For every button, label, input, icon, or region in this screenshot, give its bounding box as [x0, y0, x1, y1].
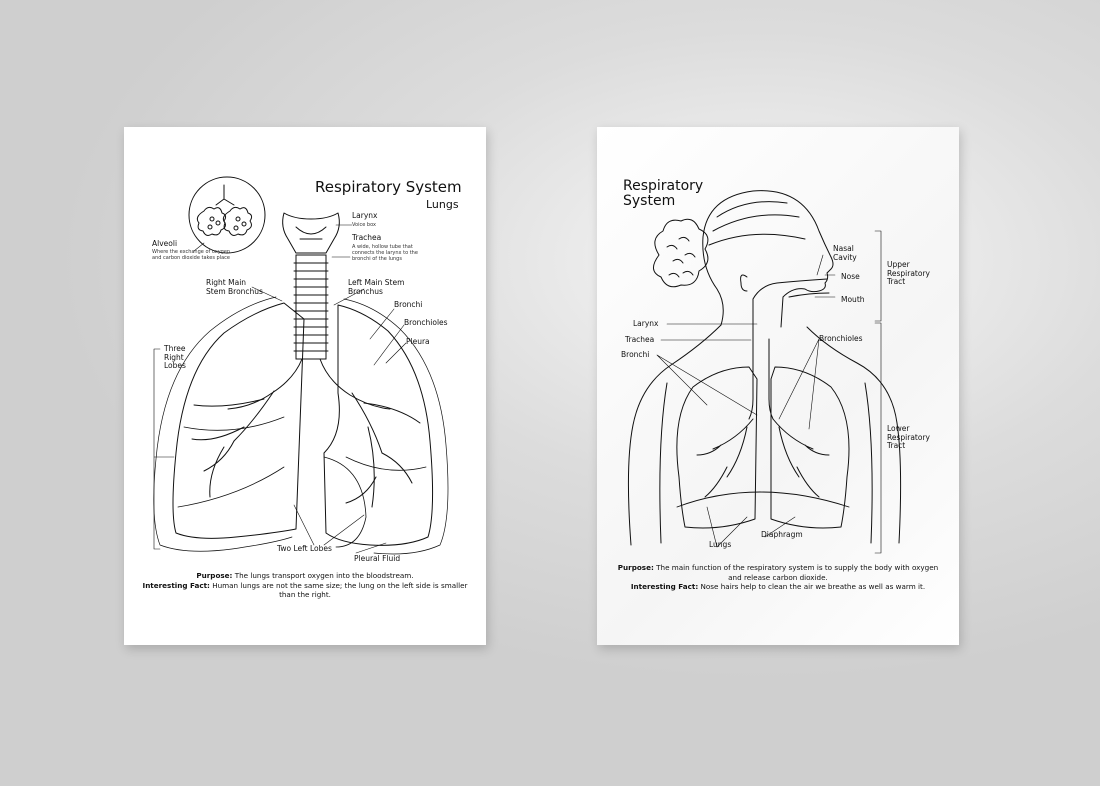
label-two-left-lobes: Two Left Lobes: [277, 544, 332, 553]
label-mouth: Mouth: [841, 295, 865, 304]
head-outline: [703, 191, 833, 327]
desc-larynx: Voice box: [352, 222, 376, 228]
label-alveoli: Alveoli: [152, 239, 178, 248]
desc-alveoli: Where the exchange of oxygen and carbon dioxide takes place: [152, 249, 231, 261]
label-trachea: Trachea: [625, 335, 655, 344]
label-nose: Nose: [841, 272, 860, 281]
worksheet-lungs: [124, 127, 486, 645]
page-title-line-1: Respiratory: [623, 178, 704, 194]
fact-label: Interesting Fact:: [142, 580, 210, 590]
label-pleural-fluid: Pleural Fluid: [354, 554, 401, 563]
right-lung-outline: [173, 303, 304, 538]
label-diaphragm: Diaphragm: [761, 530, 803, 539]
diaphragm: [677, 492, 849, 507]
fact-label: Interesting Fact:: [630, 582, 699, 592]
larynx-shape: [283, 213, 340, 253]
footer-text: [615, 563, 941, 592]
label-larynx: Larynx: [352, 211, 378, 220]
label-trachea: Trachea: [352, 233, 382, 242]
label-upper-respiratory-tract: Upper Respiratory Tract: [887, 260, 930, 287]
label-bronchi: Bronchi: [621, 350, 650, 359]
label-bronchioles: Bronchioles: [819, 334, 863, 343]
hair-bun-shape: [653, 219, 707, 287]
fact-text: Human lungs are not the same size; the lung on the left side is smaller than the right.: [212, 580, 468, 600]
alveoli-cluster-icon: [197, 185, 251, 235]
label-bronchi: Bronchi: [394, 300, 423, 309]
label-larynx: Larynx: [633, 319, 659, 328]
torso-outline: [628, 325, 900, 545]
label-right-main-stem-bronchus: Right Main Stem Bronchus: [206, 278, 263, 296]
label-lungs: Lungs: [709, 540, 732, 549]
trachea-rings: [294, 255, 328, 359]
desc-trachea: A wide, hollow tube that connects the larynx to the bronchi of the lungs: [352, 244, 418, 262]
page-subtitle: Lungs: [426, 198, 459, 211]
page-title-line-2: System: [623, 193, 676, 210]
purpose-text: The main function of the respiratory system is to supply the body with oxygen and release carbon dioxide.: [656, 563, 939, 582]
purpose-text: The lungs transport oxygen into the bloodstream.: [234, 571, 414, 580]
worksheet-respiratory-system: [597, 127, 959, 645]
label-bronchioles: Bronchioles: [404, 318, 448, 327]
label-pleura: Pleura: [406, 337, 430, 346]
fact-text: Nose hairs help to clean the air we breathe as well as warm it.: [700, 582, 926, 592]
page-title: Respiratory System: [315, 178, 462, 196]
purpose-label: Purpose:: [196, 571, 233, 580]
label-left-main-stem-bronchus: Left Main Stem Bronchus: [348, 278, 405, 296]
airway: [749, 339, 773, 419]
footer-text: [142, 571, 468, 600]
purpose-label: Purpose:: [617, 563, 654, 572]
page-title: [623, 179, 703, 210]
label-nasal-cavity: Nasal Cavity: [833, 244, 857, 262]
label-lower-respiratory-tract: Lower Respiratory Tract: [887, 424, 930, 451]
label-three-right-lobes: Three Right Lobes: [164, 344, 186, 371]
alveoli-inset-circle: [189, 177, 265, 253]
